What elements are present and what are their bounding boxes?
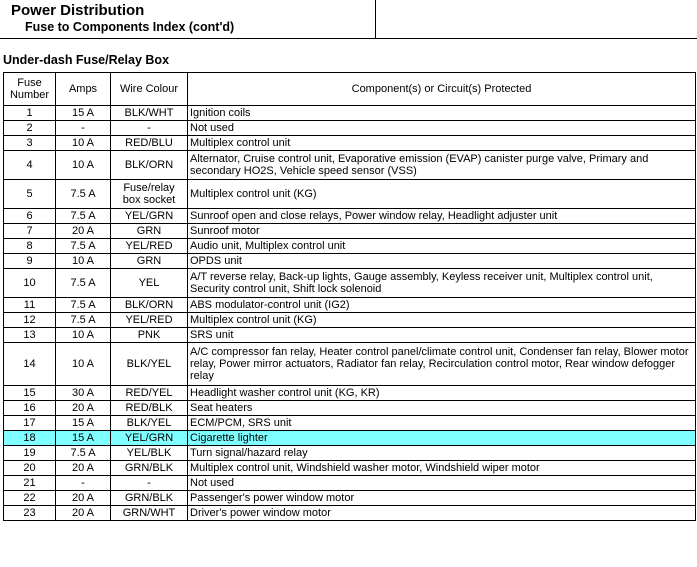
component-text: Cigarette lighter — [188, 431, 696, 446]
component-text: SRS unit — [188, 328, 696, 343]
component-text: Not used — [188, 121, 696, 136]
page-subtitle: Fuse to Components Index (cont'd) — [25, 20, 235, 34]
fuse-amps: 20 A — [56, 461, 111, 476]
fuse-number: 2 — [4, 121, 56, 136]
fuse-amps: 20 A — [56, 506, 111, 521]
wire-colour: RED/BLU — [111, 136, 188, 151]
table-row-highlighted — [4, 431, 696, 446]
fuse-number: 23 — [4, 506, 56, 521]
fuse-number: 22 — [4, 491, 56, 506]
fuse-number: 20 — [4, 461, 56, 476]
component-text: Sunroof motor — [188, 224, 696, 239]
table-row — [4, 328, 696, 343]
fuse-number: 16 — [4, 401, 56, 416]
fuse-number: 8 — [4, 239, 56, 254]
fuse-amps: 15 A — [56, 431, 111, 446]
fuse-amps: - — [56, 476, 111, 491]
wire-colour: BLK/YEL — [111, 343, 188, 386]
fuse-amps: 7.5 A — [56, 313, 111, 328]
fuse-number: 5 — [4, 180, 56, 209]
fuse-number: 17 — [4, 416, 56, 431]
component-text: Multiplex control unit (KG) — [188, 180, 696, 209]
wire-colour: YEL/BLK — [111, 446, 188, 461]
table-row — [4, 254, 696, 269]
wire-colour: BLK/WHT — [111, 106, 188, 121]
table-row — [4, 209, 696, 224]
section-title: Under-dash Fuse/Relay Box — [3, 53, 170, 67]
page-title: Power Distribution — [11, 2, 145, 19]
fuse-number: 7 — [4, 224, 56, 239]
fuse-amps: 10 A — [56, 254, 111, 269]
wire-colour: BLK/ORN — [111, 151, 188, 180]
wire-colour: GRN/WHT — [111, 506, 188, 521]
col-header-component: Component(s) or Circuit(s) Protected — [188, 73, 696, 106]
fuse-amps: 10 A — [56, 151, 111, 180]
component-text: ABS modulator-control unit (IG2) — [188, 298, 696, 313]
wire-colour: RED/YEL — [111, 386, 188, 401]
wire-colour: - — [111, 476, 188, 491]
table-row — [4, 224, 696, 239]
fuse-amps: 7.5 A — [56, 239, 111, 254]
component-text: A/T reverse relay, Back-up lights, Gauge assembly, Keyless receiver unit, Multiplex control unit, Security control unit, Shift lock solenoid — [188, 269, 696, 298]
fuse-amps: 30 A — [56, 386, 111, 401]
component-text: Multiplex control unit — [188, 136, 696, 151]
fuse-amps: 20 A — [56, 224, 111, 239]
component-text: Alternator, Cruise control unit, Evaporative emission (EVAP) canister purge valve, Primary and secondary HO2S, Vehicle speed sensor (VSS) — [188, 151, 696, 180]
table-row — [4, 343, 696, 386]
fuse-number: 3 — [4, 136, 56, 151]
col-header-fuse: Fuse Number — [4, 73, 56, 106]
fuse-number: 14 — [4, 343, 56, 386]
fuse-number: 15 — [4, 386, 56, 401]
wire-colour: YEL/GRN — [111, 431, 188, 446]
wire-colour: - — [111, 121, 188, 136]
component-text: Driver's power window motor — [188, 506, 696, 521]
wire-colour: RED/BLK — [111, 401, 188, 416]
fuse-amps: 10 A — [56, 343, 111, 386]
component-text: OPDS unit — [188, 254, 696, 269]
col-header-amps: Amps — [56, 73, 111, 106]
fuse-amps: 7.5 A — [56, 180, 111, 209]
table-row — [4, 386, 696, 401]
fuse-amps: 7.5 A — [56, 446, 111, 461]
fuse-amps: 20 A — [56, 401, 111, 416]
table-row — [4, 298, 696, 313]
table-row — [4, 476, 696, 491]
header-divider — [375, 0, 376, 38]
table-row — [4, 269, 696, 298]
component-text: Not used — [188, 476, 696, 491]
table-row — [4, 136, 696, 151]
fuse-amps: 15 A — [56, 416, 111, 431]
fuse-number: 11 — [4, 298, 56, 313]
table-header-row — [4, 73, 696, 106]
fuse-amps: 20 A — [56, 491, 111, 506]
component-text: Seat heaters — [188, 401, 696, 416]
table-row — [4, 461, 696, 476]
fuse-number: 21 — [4, 476, 56, 491]
component-text: Passenger's power window motor — [188, 491, 696, 506]
fuse-number: 6 — [4, 209, 56, 224]
fuse-amps: 7.5 A — [56, 269, 111, 298]
fuse-number: 1 — [4, 106, 56, 121]
component-text: Turn signal/hazard relay — [188, 446, 696, 461]
table-row — [4, 121, 696, 136]
fuse-table — [3, 72, 696, 521]
wire-colour: GRN — [111, 254, 188, 269]
wire-colour: GRN/BLK — [111, 461, 188, 476]
wire-colour: YEL/RED — [111, 313, 188, 328]
fuse-amps: 10 A — [56, 136, 111, 151]
component-text: Ignition coils — [188, 106, 696, 121]
fuse-amps: 7.5 A — [56, 298, 111, 313]
component-text: Multiplex control unit (KG) — [188, 313, 696, 328]
table-row — [4, 416, 696, 431]
component-text: Sunroof open and close relays, Power window relay, Headlight adjuster unit — [188, 209, 696, 224]
col-header-wire: Wire Colour — [111, 73, 188, 106]
wire-colour: YEL/RED — [111, 239, 188, 254]
table-row — [4, 151, 696, 180]
table-row — [4, 491, 696, 506]
table-row — [4, 446, 696, 461]
fuse-number: 12 — [4, 313, 56, 328]
wire-colour: GRN — [111, 224, 188, 239]
table-row — [4, 106, 696, 121]
fuse-amps: - — [56, 121, 111, 136]
component-text: Headlight washer control unit (KG, KR) — [188, 386, 696, 401]
component-text: Multiplex control unit, Windshield washer motor, Windshield wiper motor — [188, 461, 696, 476]
wire-colour: BLK/ORN — [111, 298, 188, 313]
fuse-amps: 15 A — [56, 106, 111, 121]
document-header — [0, 0, 697, 39]
component-text: A/C compressor fan relay, Heater control panel/climate control unit, Condenser fan relay, Blower motor relay, Power mirror actuators, Radiator fan relay, Recirculation control motor, Rear window defogger relay — [188, 343, 696, 386]
table-row — [4, 401, 696, 416]
fuse-amps: 10 A — [56, 328, 111, 343]
table-row — [4, 180, 696, 209]
wire-colour: GRN/BLK — [111, 491, 188, 506]
wire-colour: BLK/YEL — [111, 416, 188, 431]
component-text: ECM/PCM, SRS unit — [188, 416, 696, 431]
fuse-number: 19 — [4, 446, 56, 461]
fuse-number: 10 — [4, 269, 56, 298]
fuse-number: 18 — [4, 431, 56, 446]
table-row — [4, 239, 696, 254]
component-text: Audio unit, Multiplex control unit — [188, 239, 696, 254]
fuse-number: 4 — [4, 151, 56, 180]
fuse-number: 9 — [4, 254, 56, 269]
table-row — [4, 313, 696, 328]
wire-colour: Fuse/relay box socket — [111, 180, 188, 209]
table-row — [4, 506, 696, 521]
fuse-number: 13 — [4, 328, 56, 343]
wire-colour: PNK — [111, 328, 188, 343]
wire-colour: YEL — [111, 269, 188, 298]
wire-colour: YEL/GRN — [111, 209, 188, 224]
fuse-amps: 7.5 A — [56, 209, 111, 224]
